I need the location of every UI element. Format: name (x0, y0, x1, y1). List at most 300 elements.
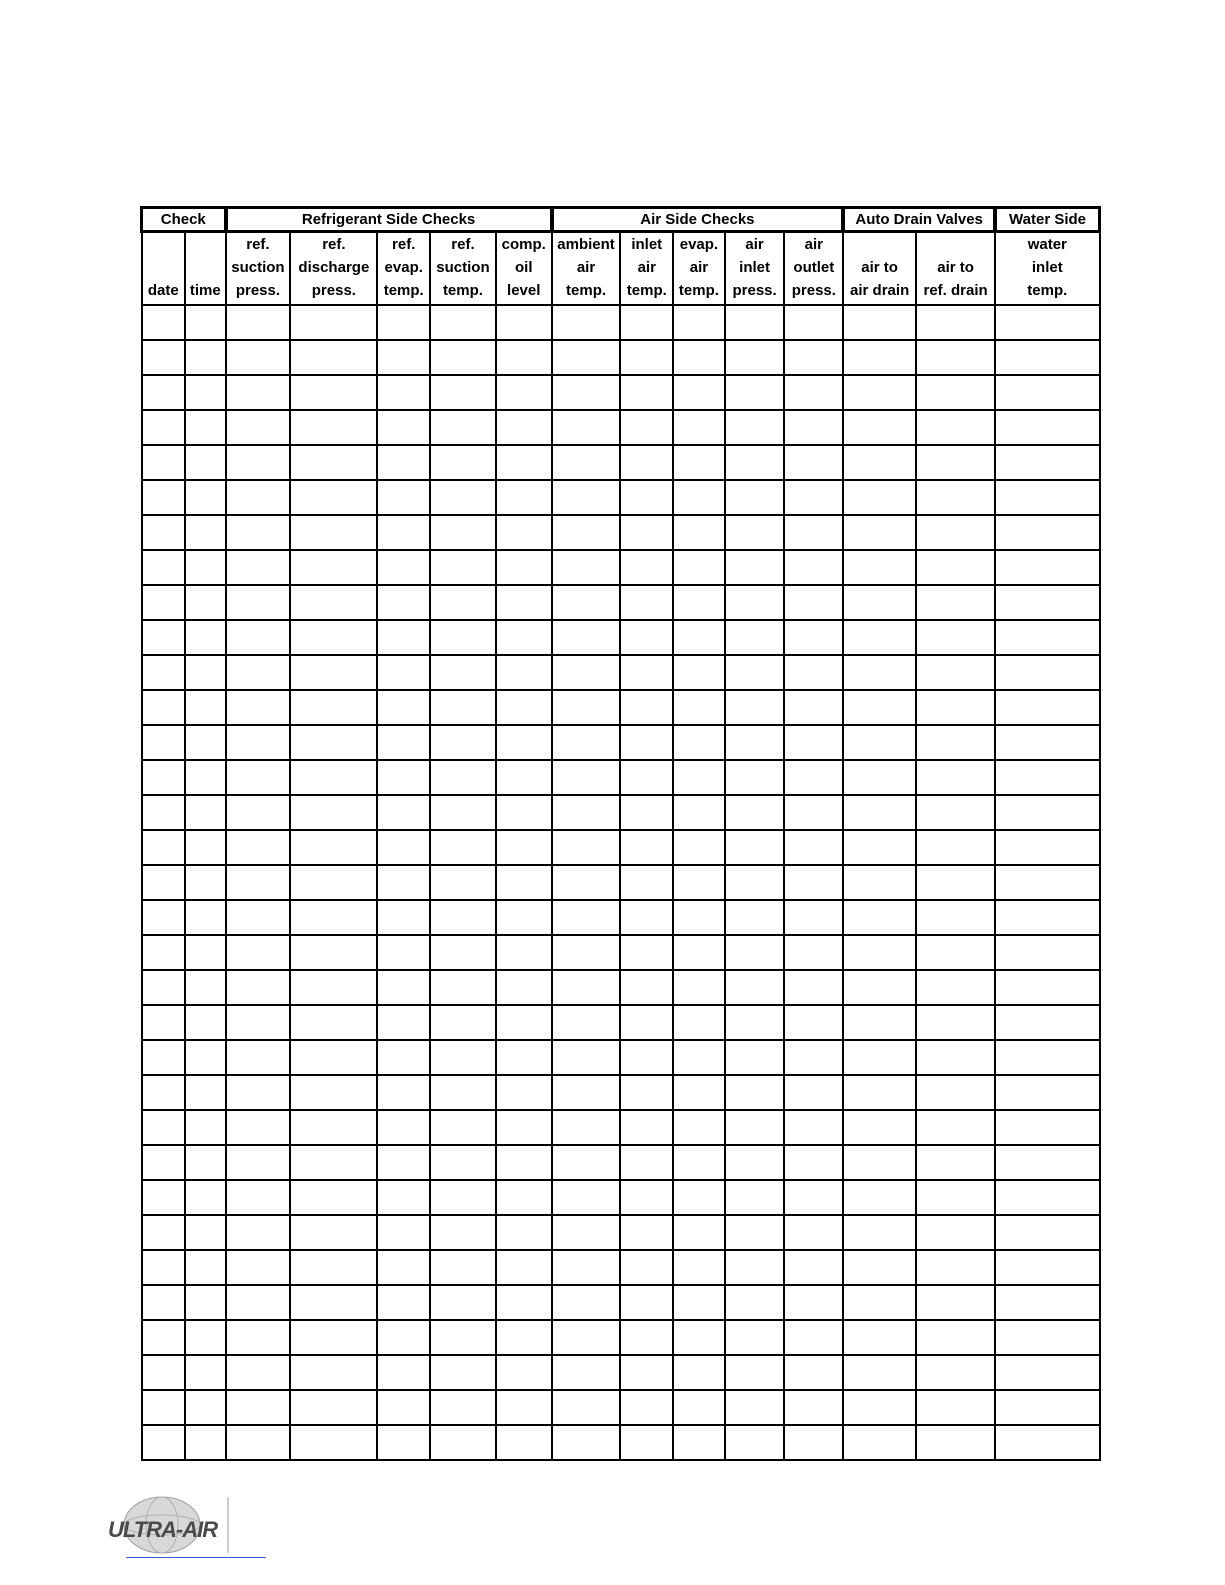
log-entry-cell[interactable] (290, 1355, 377, 1390)
log-entry-cell[interactable] (290, 585, 377, 620)
log-entry-cell[interactable] (226, 1390, 291, 1425)
log-entry-cell[interactable] (430, 795, 496, 830)
log-entry-cell[interactable] (725, 1075, 785, 1110)
log-entry-cell[interactable] (673, 1355, 725, 1390)
log-entry-cell[interactable] (430, 445, 496, 480)
log-entry-cell[interactable] (496, 515, 552, 550)
log-entry-cell[interactable] (552, 1005, 621, 1040)
log-entry-cell[interactable] (290, 305, 377, 340)
log-entry-cell[interactable] (620, 1145, 673, 1180)
log-entry-cell[interactable] (226, 760, 291, 795)
log-entry-cell[interactable] (995, 795, 1099, 830)
log-entry-cell[interactable] (142, 445, 186, 480)
log-entry-cell[interactable] (995, 690, 1099, 725)
log-entry-cell[interactable] (552, 1075, 621, 1110)
log-entry-cell[interactable] (673, 375, 725, 410)
log-entry-cell[interactable] (843, 1180, 916, 1215)
log-entry-cell[interactable] (784, 795, 843, 830)
log-entry-cell[interactable] (496, 585, 552, 620)
log-entry-cell[interactable] (430, 585, 496, 620)
log-entry-cell[interactable] (552, 585, 621, 620)
log-entry-cell[interactable] (843, 480, 916, 515)
log-entry-cell[interactable] (377, 1075, 430, 1110)
log-entry-cell[interactable] (496, 830, 552, 865)
log-entry-cell[interactable] (995, 725, 1099, 760)
log-entry-cell[interactable] (290, 690, 377, 725)
log-entry-cell[interactable] (843, 655, 916, 690)
log-entry-cell[interactable] (784, 620, 843, 655)
log-entry-cell[interactable] (290, 1215, 377, 1250)
log-entry-cell[interactable] (843, 1145, 916, 1180)
log-entry-cell[interactable] (430, 935, 496, 970)
log-entry-cell[interactable] (552, 655, 621, 690)
log-entry-cell[interactable] (226, 585, 291, 620)
log-entry-cell[interactable] (430, 865, 496, 900)
log-entry-cell[interactable] (673, 1075, 725, 1110)
log-entry-cell[interactable] (843, 305, 916, 340)
log-entry-cell[interactable] (673, 1320, 725, 1355)
log-entry-cell[interactable] (185, 585, 226, 620)
log-entry-cell[interactable] (995, 305, 1099, 340)
log-entry-cell[interactable] (620, 1180, 673, 1215)
log-entry-cell[interactable] (725, 1005, 785, 1040)
log-entry-cell[interactable] (185, 1285, 226, 1320)
log-entry-cell[interactable] (142, 935, 186, 970)
log-entry-cell[interactable] (496, 655, 552, 690)
log-entry-cell[interactable] (843, 900, 916, 935)
log-entry-cell[interactable] (725, 480, 785, 515)
log-entry-cell[interactable] (784, 970, 843, 1005)
log-entry-cell[interactable] (185, 1040, 226, 1075)
log-entry-cell[interactable] (496, 550, 552, 585)
log-entry-cell[interactable] (226, 340, 291, 375)
log-entry-cell[interactable] (185, 1005, 226, 1040)
log-entry-cell[interactable] (916, 375, 995, 410)
log-entry-cell[interactable] (142, 515, 186, 550)
log-entry-cell[interactable] (916, 830, 995, 865)
log-entry-cell[interactable] (552, 1355, 621, 1390)
log-entry-cell[interactable] (673, 900, 725, 935)
log-entry-cell[interactable] (620, 550, 673, 585)
log-entry-cell[interactable] (496, 305, 552, 340)
log-entry-cell[interactable] (916, 480, 995, 515)
log-entry-cell[interactable] (290, 1040, 377, 1075)
log-entry-cell[interactable] (620, 1215, 673, 1250)
log-entry-cell[interactable] (843, 935, 916, 970)
log-entry-cell[interactable] (185, 655, 226, 690)
log-entry-cell[interactable] (725, 305, 785, 340)
log-entry-cell[interactable] (142, 795, 186, 830)
log-entry-cell[interactable] (496, 375, 552, 410)
log-entry-cell[interactable] (995, 1320, 1099, 1355)
log-entry-cell[interactable] (916, 690, 995, 725)
log-entry-cell[interactable] (843, 340, 916, 375)
log-entry-cell[interactable] (995, 760, 1099, 795)
log-entry-cell[interactable] (725, 970, 785, 1005)
log-entry-cell[interactable] (725, 795, 785, 830)
log-entry-cell[interactable] (185, 935, 226, 970)
log-entry-cell[interactable] (226, 620, 291, 655)
log-entry-cell[interactable] (377, 970, 430, 1005)
log-entry-cell[interactable] (725, 900, 785, 935)
log-entry-cell[interactable] (290, 410, 377, 445)
log-entry-cell[interactable] (377, 900, 430, 935)
log-entry-cell[interactable] (725, 655, 785, 690)
log-entry-cell[interactable] (620, 1005, 673, 1040)
log-entry-cell[interactable] (995, 620, 1099, 655)
log-entry-cell[interactable] (725, 1145, 785, 1180)
log-entry-cell[interactable] (995, 340, 1099, 375)
log-entry-cell[interactable] (620, 375, 673, 410)
log-entry-cell[interactable] (916, 340, 995, 375)
log-entry-cell[interactable] (725, 1180, 785, 1215)
log-entry-cell[interactable] (620, 1110, 673, 1145)
log-entry-cell[interactable] (673, 410, 725, 445)
log-entry-cell[interactable] (552, 830, 621, 865)
log-entry-cell[interactable] (226, 795, 291, 830)
log-entry-cell[interactable] (552, 935, 621, 970)
log-entry-cell[interactable] (377, 340, 430, 375)
log-entry-cell[interactable] (226, 1075, 291, 1110)
log-entry-cell[interactable] (620, 410, 673, 445)
log-entry-cell[interactable] (185, 1180, 226, 1215)
log-entry-cell[interactable] (226, 1250, 291, 1285)
log-entry-cell[interactable] (843, 375, 916, 410)
log-entry-cell[interactable] (673, 1040, 725, 1075)
log-entry-cell[interactable] (725, 1425, 785, 1460)
log-entry-cell[interactable] (916, 1215, 995, 1250)
log-entry-cell[interactable] (784, 1005, 843, 1040)
log-entry-cell[interactable] (620, 1320, 673, 1355)
log-entry-cell[interactable] (916, 1110, 995, 1145)
log-entry-cell[interactable] (377, 865, 430, 900)
log-entry-cell[interactable] (673, 1250, 725, 1285)
log-entry-cell[interactable] (185, 1320, 226, 1355)
log-entry-cell[interactable] (620, 690, 673, 725)
log-entry-cell[interactable] (430, 1355, 496, 1390)
log-entry-cell[interactable] (673, 585, 725, 620)
log-entry-cell[interactable] (673, 620, 725, 655)
log-entry-cell[interactable] (725, 375, 785, 410)
log-entry-cell[interactable] (784, 900, 843, 935)
log-entry-cell[interactable] (290, 900, 377, 935)
log-entry-cell[interactable] (725, 340, 785, 375)
log-entry-cell[interactable] (620, 515, 673, 550)
log-entry-cell[interactable] (496, 1145, 552, 1180)
log-entry-cell[interactable] (496, 1425, 552, 1460)
log-entry-cell[interactable] (290, 865, 377, 900)
log-entry-cell[interactable] (142, 655, 186, 690)
log-entry-cell[interactable] (784, 725, 843, 760)
log-entry-cell[interactable] (673, 795, 725, 830)
log-entry-cell[interactable] (552, 795, 621, 830)
log-entry-cell[interactable] (620, 445, 673, 480)
log-entry-cell[interactable] (552, 480, 621, 515)
log-entry-cell[interactable] (725, 1390, 785, 1425)
log-entry-cell[interactable] (290, 830, 377, 865)
log-entry-cell[interactable] (673, 655, 725, 690)
log-entry-cell[interactable] (290, 1005, 377, 1040)
log-entry-cell[interactable] (916, 970, 995, 1005)
log-entry-cell[interactable] (185, 690, 226, 725)
log-entry-cell[interactable] (620, 725, 673, 760)
log-entry-cell[interactable] (226, 935, 291, 970)
log-entry-cell[interactable] (784, 865, 843, 900)
log-entry-cell[interactable] (496, 865, 552, 900)
log-entry-cell[interactable] (377, 1285, 430, 1320)
log-entry-cell[interactable] (430, 515, 496, 550)
log-entry-cell[interactable] (673, 1180, 725, 1215)
log-entry-cell[interactable] (430, 760, 496, 795)
log-entry-cell[interactable] (620, 1355, 673, 1390)
log-entry-cell[interactable] (784, 1075, 843, 1110)
log-entry-cell[interactable] (995, 935, 1099, 970)
log-entry-cell[interactable] (496, 1320, 552, 1355)
log-entry-cell[interactable] (185, 1250, 226, 1285)
log-entry-cell[interactable] (142, 1355, 186, 1390)
log-entry-cell[interactable] (552, 305, 621, 340)
log-entry-cell[interactable] (995, 1145, 1099, 1180)
log-entry-cell[interactable] (916, 1285, 995, 1320)
log-entry-cell[interactable] (995, 1250, 1099, 1285)
log-entry-cell[interactable] (552, 760, 621, 795)
log-entry-cell[interactable] (843, 550, 916, 585)
log-entry-cell[interactable] (377, 445, 430, 480)
log-entry-cell[interactable] (995, 1110, 1099, 1145)
log-entry-cell[interactable] (290, 1285, 377, 1320)
log-entry-cell[interactable] (142, 1215, 186, 1250)
log-entry-cell[interactable] (185, 1215, 226, 1250)
log-entry-cell[interactable] (552, 445, 621, 480)
log-entry-cell[interactable] (620, 1250, 673, 1285)
log-entry-cell[interactable] (916, 795, 995, 830)
log-entry-cell[interactable] (784, 585, 843, 620)
log-entry-cell[interactable] (430, 620, 496, 655)
log-entry-cell[interactable] (185, 1355, 226, 1390)
log-entry-cell[interactable] (142, 1425, 186, 1460)
log-entry-cell[interactable] (142, 1390, 186, 1425)
log-entry-cell[interactable] (290, 935, 377, 970)
log-entry-cell[interactable] (784, 305, 843, 340)
log-entry-cell[interactable] (843, 445, 916, 480)
log-entry-cell[interactable] (673, 480, 725, 515)
log-entry-cell[interactable] (916, 1320, 995, 1355)
log-entry-cell[interactable] (552, 620, 621, 655)
log-entry-cell[interactable] (185, 1110, 226, 1145)
log-entry-cell[interactable] (843, 1285, 916, 1320)
log-entry-cell[interactable] (496, 445, 552, 480)
log-entry-cell[interactable] (995, 865, 1099, 900)
log-entry-cell[interactable] (725, 1040, 785, 1075)
log-entry-cell[interactable] (673, 1145, 725, 1180)
log-entry-cell[interactable] (290, 445, 377, 480)
log-entry-cell[interactable] (185, 515, 226, 550)
log-entry-cell[interactable] (185, 340, 226, 375)
log-entry-cell[interactable] (290, 795, 377, 830)
log-entry-cell[interactable] (843, 1425, 916, 1460)
log-entry-cell[interactable] (916, 445, 995, 480)
log-entry-cell[interactable] (843, 970, 916, 1005)
log-entry-cell[interactable] (995, 375, 1099, 410)
log-entry-cell[interactable] (290, 1145, 377, 1180)
log-entry-cell[interactable] (673, 1215, 725, 1250)
log-entry-cell[interactable] (552, 375, 621, 410)
log-entry-cell[interactable] (843, 620, 916, 655)
log-entry-cell[interactable] (673, 935, 725, 970)
log-entry-cell[interactable] (142, 340, 186, 375)
log-entry-cell[interactable] (430, 1180, 496, 1215)
log-entry-cell[interactable] (552, 970, 621, 1005)
log-entry-cell[interactable] (995, 655, 1099, 690)
log-entry-cell[interactable] (784, 760, 843, 795)
log-entry-cell[interactable] (916, 1250, 995, 1285)
log-entry-cell[interactable] (142, 865, 186, 900)
log-entry-cell[interactable] (552, 1145, 621, 1180)
log-entry-cell[interactable] (916, 1180, 995, 1215)
log-entry-cell[interactable] (843, 1390, 916, 1425)
log-entry-cell[interactable] (185, 830, 226, 865)
log-entry-cell[interactable] (916, 1075, 995, 1110)
log-entry-cell[interactable] (185, 375, 226, 410)
log-entry-cell[interactable] (916, 1040, 995, 1075)
log-entry-cell[interactable] (784, 1285, 843, 1320)
log-entry-cell[interactable] (377, 795, 430, 830)
log-entry-cell[interactable] (377, 1425, 430, 1460)
log-entry-cell[interactable] (843, 1005, 916, 1040)
log-entry-cell[interactable] (226, 830, 291, 865)
log-entry-cell[interactable] (377, 1040, 430, 1075)
log-entry-cell[interactable] (496, 1215, 552, 1250)
log-entry-cell[interactable] (430, 970, 496, 1005)
log-entry-cell[interactable] (673, 970, 725, 1005)
log-entry-cell[interactable] (784, 1215, 843, 1250)
log-entry-cell[interactable] (185, 620, 226, 655)
log-entry-cell[interactable] (185, 410, 226, 445)
log-entry-cell[interactable] (620, 970, 673, 1005)
log-entry-cell[interactable] (430, 1320, 496, 1355)
log-entry-cell[interactable] (552, 1110, 621, 1145)
log-entry-cell[interactable] (843, 1075, 916, 1110)
log-entry-cell[interactable] (916, 305, 995, 340)
log-entry-cell[interactable] (784, 480, 843, 515)
log-entry-cell[interactable] (784, 340, 843, 375)
log-entry-cell[interactable] (725, 515, 785, 550)
log-entry-cell[interactable] (185, 900, 226, 935)
log-entry-cell[interactable] (784, 935, 843, 970)
log-entry-cell[interactable] (377, 550, 430, 585)
log-entry-cell[interactable] (496, 1355, 552, 1390)
log-entry-cell[interactable] (673, 340, 725, 375)
log-entry-cell[interactable] (552, 1250, 621, 1285)
log-entry-cell[interactable] (430, 1425, 496, 1460)
log-entry-cell[interactable] (784, 1425, 843, 1460)
log-entry-cell[interactable] (552, 550, 621, 585)
log-entry-cell[interactable] (430, 375, 496, 410)
log-entry-cell[interactable] (496, 1285, 552, 1320)
log-entry-cell[interactable] (185, 445, 226, 480)
log-entry-cell[interactable] (496, 970, 552, 1005)
log-entry-cell[interactable] (552, 515, 621, 550)
log-entry-cell[interactable] (995, 445, 1099, 480)
log-entry-cell[interactable] (916, 655, 995, 690)
log-entry-cell[interactable] (995, 550, 1099, 585)
log-entry-cell[interactable] (916, 1425, 995, 1460)
log-entry-cell[interactable] (290, 970, 377, 1005)
log-entry-cell[interactable] (185, 795, 226, 830)
log-entry-cell[interactable] (496, 1250, 552, 1285)
log-entry-cell[interactable] (620, 1390, 673, 1425)
log-entry-cell[interactable] (843, 760, 916, 795)
log-entry-cell[interactable] (916, 585, 995, 620)
log-entry-cell[interactable] (496, 1005, 552, 1040)
log-entry-cell[interactable] (725, 760, 785, 795)
log-entry-cell[interactable] (142, 305, 186, 340)
log-entry-cell[interactable] (620, 865, 673, 900)
log-entry-cell[interactable] (430, 1075, 496, 1110)
log-entry-cell[interactable] (673, 445, 725, 480)
log-entry-cell[interactable] (142, 1005, 186, 1040)
log-entry-cell[interactable] (916, 620, 995, 655)
log-entry-cell[interactable] (430, 1110, 496, 1145)
log-entry-cell[interactable] (725, 725, 785, 760)
log-entry-cell[interactable] (185, 1075, 226, 1110)
log-entry-cell[interactable] (226, 900, 291, 935)
log-entry-cell[interactable] (843, 1355, 916, 1390)
log-entry-cell[interactable] (226, 1005, 291, 1040)
log-entry-cell[interactable] (377, 760, 430, 795)
log-entry-cell[interactable] (290, 1320, 377, 1355)
log-entry-cell[interactable] (995, 515, 1099, 550)
log-entry-cell[interactable] (843, 1040, 916, 1075)
log-entry-cell[interactable] (620, 340, 673, 375)
log-entry-cell[interactable] (673, 865, 725, 900)
log-entry-cell[interactable] (725, 1355, 785, 1390)
log-entry-cell[interactable] (552, 725, 621, 760)
log-entry-cell[interactable] (430, 1005, 496, 1040)
log-entry-cell[interactable] (673, 1425, 725, 1460)
log-entry-cell[interactable] (185, 550, 226, 585)
log-entry-cell[interactable] (916, 1355, 995, 1390)
log-entry-cell[interactable] (496, 340, 552, 375)
log-entry-cell[interactable] (725, 865, 785, 900)
log-entry-cell[interactable] (430, 655, 496, 690)
log-entry-cell[interactable] (784, 410, 843, 445)
log-entry-cell[interactable] (995, 410, 1099, 445)
log-entry-cell[interactable] (673, 725, 725, 760)
log-entry-cell[interactable] (784, 1145, 843, 1180)
log-entry-cell[interactable] (843, 515, 916, 550)
log-entry-cell[interactable] (496, 1040, 552, 1075)
log-entry-cell[interactable] (377, 1005, 430, 1040)
log-entry-cell[interactable] (916, 725, 995, 760)
log-entry-cell[interactable] (620, 655, 673, 690)
log-entry-cell[interactable] (843, 690, 916, 725)
log-entry-cell[interactable] (784, 690, 843, 725)
log-entry-cell[interactable] (377, 515, 430, 550)
log-entry-cell[interactable] (673, 1390, 725, 1425)
log-entry-cell[interactable] (916, 1145, 995, 1180)
log-entry-cell[interactable] (620, 795, 673, 830)
log-entry-cell[interactable] (185, 725, 226, 760)
log-entry-cell[interactable] (496, 1075, 552, 1110)
log-entry-cell[interactable] (784, 1355, 843, 1390)
log-entry-cell[interactable] (430, 410, 496, 445)
log-entry-cell[interactable] (226, 410, 291, 445)
log-entry-cell[interactable] (430, 480, 496, 515)
log-entry-cell[interactable] (142, 480, 186, 515)
log-entry-cell[interactable] (673, 1005, 725, 1040)
log-entry-cell[interactable] (142, 620, 186, 655)
